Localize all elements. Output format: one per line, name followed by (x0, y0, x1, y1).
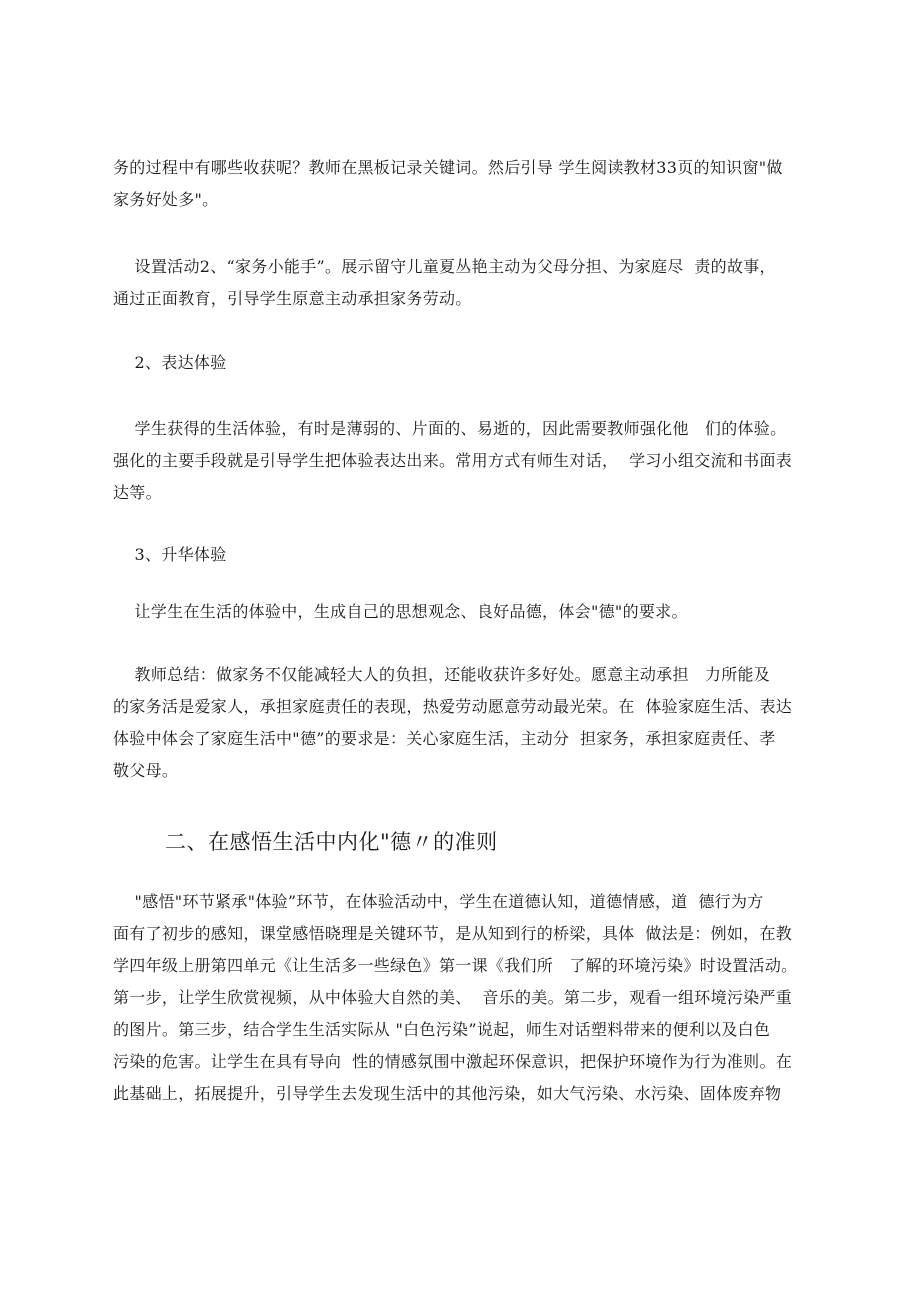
text-line: 设置活动2、“家务小能手”。展示留守儿童夏丛艳主动为父母分担、为家庭尽 责的故事， (113, 257, 776, 276)
subheading-express-experience (113, 347, 829, 379)
paragraph-teacher-summary (113, 659, 829, 787)
paragraph-housework-gains (113, 152, 829, 216)
text-line: 的家务活是爱家人，承担家庭责任的表现，热爱劳动愿意劳动最光荣。在 体验家庭生活、表达 (113, 697, 793, 716)
text-line: 此基础上，拓展提升，引导学生去发现生活中的其他污染，如大气污染、水污染、固体废弃物 (113, 1084, 782, 1103)
paragraph-activity-2 (113, 251, 829, 315)
paragraph-express-experience (113, 413, 829, 509)
text-line: 达等。 (113, 483, 162, 502)
section-heading: 二、在感悟生活中内化"德〃的准则 (165, 830, 498, 854)
text-line: 2、表达体验 (113, 353, 227, 372)
text-line: 第一步，让学生欣赏视频，从中体验大自然的美、 音乐的美。第二步，观看一组环境污染严重 (113, 988, 793, 1007)
subheading-sublimate-experience (113, 539, 829, 571)
paragraph-sublimate-experience (113, 596, 829, 628)
text-line: 让学生在生活的体验中，生成自己的思想观念、良好品德，体会"德"的要求。 (113, 602, 688, 621)
text-line: 敬父母。 (113, 761, 179, 780)
text-line: 学四年级上册第四单元《让生活多一些绿色》第一课《我们所 了解的环境污染》时设置活动。 (113, 956, 798, 975)
text-line: 通过正面教育，引导学生原意主动承担家务劳动。 (113, 289, 472, 308)
text-line: 强化的主要手段就是引导学生把体验表达出来。常用方式有师生对话， 学习小组交流和书面表 (113, 451, 793, 470)
text-line: 面有了初步的感知，课堂感悟晓理是关键环节，是从知到行的桥梁，具体 做法是：例如，在教 (113, 924, 793, 943)
text-line: 体验中体会了家庭生活中"德”的要求是：关心家庭生活，主动分 担家务，承担家庭责任、孝 (113, 729, 776, 748)
text-line: 污染的危害。让学生在具有导向 性的情感氛围中激起环保意识，把保护环境作为行为准则。在 (113, 1052, 793, 1071)
text-line: 3、升华体验 (113, 545, 227, 564)
text-line: 的图片。第三步，结合学生生活实际从 "白色污染”说起，师生对话塑料带来的便利以及白色 (113, 1020, 771, 1039)
text-line: 教师总结：做家务不仅能减轻大人的负担，还能收获许多好处。愿意主动承担 力所能及 (113, 665, 771, 684)
text-line: "感悟"环节紧承"体验”环节，在体验活动中，学生在道德认知，道德情感，道 德行为方 (113, 892, 764, 911)
text-line: 家务好处多"。 (113, 190, 219, 209)
paragraph-perception (113, 886, 829, 1110)
text-line: 务的过程中有哪些收获呢？教师在黑板记录关键词。然后引导 学生阅读教材33页的知识窗"做 (113, 158, 783, 177)
text-line: 学生获得的生活体验，有时是薄弱的、片面的、易逝的，因此需要教师强化他 们的体验。 (113, 419, 787, 438)
